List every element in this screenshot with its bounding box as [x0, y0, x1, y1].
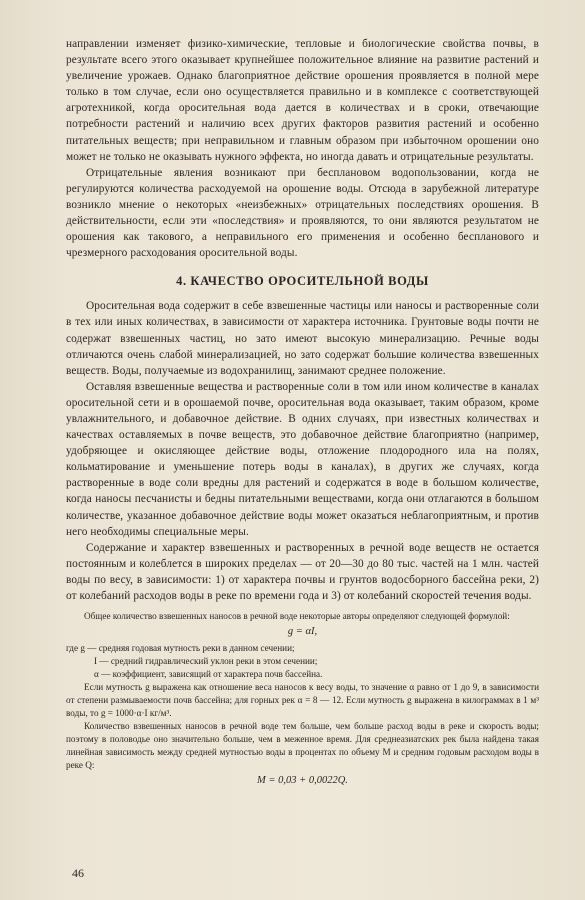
formula-turbidity: g = αI, [287, 626, 318, 638]
formula-definitions [66, 642, 539, 681]
paragraph-river-substances: Содержание и характер взвешенных и растворенных в речной воде веществ не остается постоянным и колеблется в широких пределах — от 20—30 до 80 тыс. частей на 1 млн. частей воды по весу, в зависимости: 1) от характера почвы и грунтов водосборного бассейна реки, 2) от колебаний расходов воды в реке по времени года и 3) от колебаний скоростей течения воды. [66, 541, 539, 602]
paragraph-turbidity-values: Если мутность g выражена как отношение веса наносов к весу воды, то значение α равно от 1 до 9, в зависимости от степени размываемости почв бассейна; для горных рек α = 8 — 12. Если мутность g выражена в килограммах в 1 м³ воды, то g = 1000·α·I кг/м³. [66, 682, 539, 719]
paragraph-continued: направлении изменяет физико-химические, тепловые и биологические свойства почвы, в результате всего этого оказывает крупнейшее положительное влияние на развитие растений и увеличение урожаев. Однако благоприятное действие орошения проявляется в полной мере только в том случае, если оно осуществляется правильно и в комплексе с соответствующей агротехникой, когда оросительная вода дается в количествах и в сроки, отвечающие потребности растений и наличию всех других факторов развития растений и особенно питательных веществ; при неправильном и главным образом при избыточном орошении оно может не только не оказывать нужного эффекта, но иногда давать и отрицательные результаты. [66, 38, 539, 163]
paragraph-additional-action: Оставляя взвешенные вещества и растворенные соли в том или ином количестве в каналах оросительной сети и в орошаемой почве, оросительная вода оказывает, таким образом, кроме увлажнительного, и добавочное действие. В одних случаях, при известных количествах и качествах оставляемых в почве веществ, это добавочное действие благоприятно (например, удобряющее и окисляющее действие воды, отложение плодородного ила на полях, кольматирование и уменьшение потерь воды в каналах), в других же случаях, когда растворенные в воде соли вредны для растений и содержатся в воде в большом количестве, когда наносы песчанисты и бедны питательными веществами, когда они отлагаются в большом количестве, указанное добавочное действие воды может оказаться неблагоприятным, и против него необходимы специальные меры. [66, 380, 539, 538]
definition-alpha: α — коэффициент, зависящий от характера почв бассейна. [94, 669, 323, 680]
paragraph-water-content: Оросительная вода содержит в себе взвешенные частицы или наносы и растворенные соли в тех или иных количествах, в зависимости от характера источника. Грунтовые воды почти не содержат взвешенных частиц, но зато имеют высокую минерализацию. Речные воды отличаются очень слабой минерализацией, но зато содержат большие количества взвешенных веществ. Воды, получаемые из водохранилищ, занимают среднее положение. [66, 300, 539, 377]
section-heading: 4. КАЧЕСТВО ОРОСИТЕЛЬНОЙ ВОДЫ [176, 274, 429, 289]
formula-intro: Общее количество взвешенных наносов в речной воде некоторые авторы определяют следующей формулой: [84, 611, 510, 622]
formula-linear-dependence: M = 0,03 + 0,0022Q. [257, 775, 348, 787]
definition-g: где g — средняя годовая мутность реки в данном сечении; [66, 643, 295, 654]
page-number: 46 [72, 866, 84, 880]
paragraph-negative-effects: Отрицательные явления возникают при бесплановом водопользовании, когда не регулируются количества расходуемой на орошение воды. Отсюда в зарубежной литературе возникло мнение о некоторых «неизбежных» отрицательных последствиях орошения. В действительности, если эти «последствия» и проявляются, то они являются результатом не орошения как такового, а неправильного его применения и особенно беспланового и чрезмерного расходования оросительной воды. [66, 166, 539, 260]
paragraph-sediment-discharge: Количество взвешенных наносов в речной воде тем больше, чем больше расход воды в реке и скорость воды; поэтому в половодье оно значительно больше, чем в меженное время. Для среднеазиатских рек была найдена такая линейная зависимость между средней мутностью воды в процентах по объему M и средним годовым расходом воды в реке Q: [66, 721, 539, 771]
definition-i: I — средний гидравлический уклон реки в этом сечении; [94, 656, 318, 667]
